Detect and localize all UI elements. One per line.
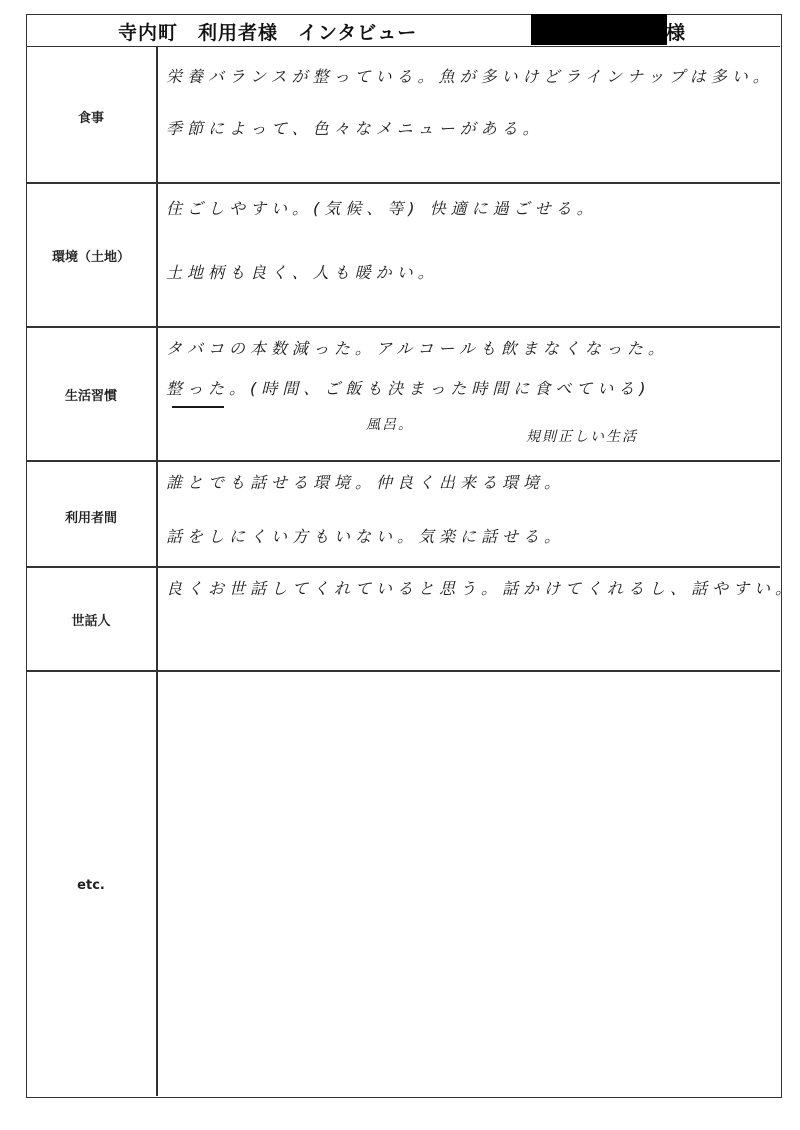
row-divider-1 bbox=[26, 182, 780, 184]
environment-answer-line-1: 住ごしやすい。(気候、等) 快適に過ごせる。 bbox=[166, 199, 598, 218]
column-divider bbox=[156, 46, 158, 1096]
row-divider-3 bbox=[26, 460, 780, 462]
row-divider-2 bbox=[26, 326, 780, 328]
lifestyle-note-bath: 風呂。 bbox=[366, 417, 414, 433]
page-title: 寺内町 利用者様 インタビュー bbox=[118, 22, 418, 44]
lifestyle-answer-line-1: タバコの本数減った。アルコールも飲まなくなった。 bbox=[166, 339, 669, 358]
emphasis-underline bbox=[172, 406, 224, 408]
environment-answer-line-2: 土地柄も良く、人も暖かい。 bbox=[166, 263, 439, 282]
row-label-etc: etc. bbox=[77, 878, 105, 893]
row-label-lifestyle: 生活習慣 bbox=[64, 389, 117, 404]
row-label-meal: 食事 bbox=[77, 111, 104, 126]
interview-sheet bbox=[26, 14, 797, 1099]
row-label-caretaker: 世話人 bbox=[71, 614, 111, 629]
between-users-answer-line-1: 誰とでも話せる環境。仲良く出来る環境。 bbox=[166, 473, 566, 492]
sheet-frame bbox=[26, 14, 782, 1098]
row-divider-5 bbox=[26, 670, 780, 672]
lifestyle-note-regular-life: 規則正しい生活 bbox=[526, 429, 638, 445]
lifestyle-answer-line-2: 整った。(時間、ご飯も決まった時間に食べている) bbox=[166, 379, 651, 398]
honorific-suffix: 様 bbox=[666, 22, 686, 44]
caretaker-answer-line-1: 良くお世話してくれていると思う。話かけてくれるし、話やすい。 bbox=[166, 579, 797, 598]
row-label-environment: 環境（土地） bbox=[51, 250, 130, 265]
title-row bbox=[26, 14, 780, 47]
redacted-name-block bbox=[531, 14, 667, 45]
row-label-between-users: 利用者間 bbox=[64, 511, 117, 526]
row-divider-4 bbox=[26, 566, 780, 568]
meal-answer-line-1: 栄養バランスが整っている。魚が多いけどラインナップは多い。 bbox=[166, 67, 774, 86]
between-users-answer-line-2: 話をしにくい方もいない。気楽に話せる。 bbox=[166, 527, 566, 546]
meal-answer-line-2: 季節によって、色々なメニューがある。 bbox=[166, 119, 544, 138]
